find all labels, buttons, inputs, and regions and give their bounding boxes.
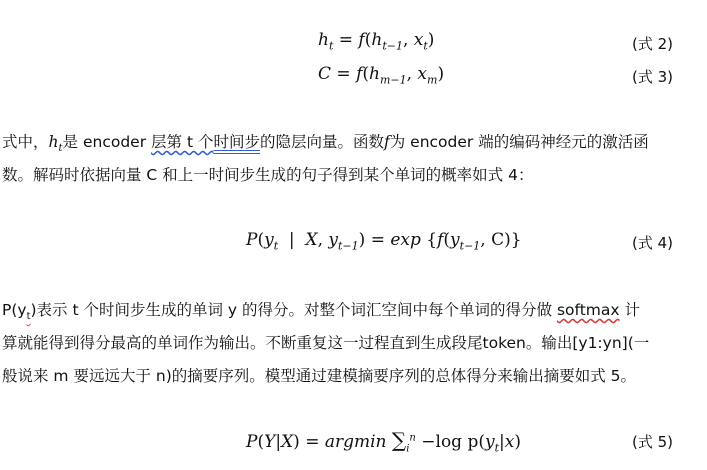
text: 是 encoder (62, 133, 147, 151)
text-sub: t (26, 311, 31, 323)
math-f: f (383, 133, 390, 151)
text-wavy: 层第 t 个 (151, 133, 214, 151)
text: 式中， (2, 133, 49, 151)
paragraph-2-line-2: 算就能得到得分最高的单词作为输出。不断重复这一过程直到生成段尾token。输出[y1:yn](一 (2, 334, 650, 352)
equation-2: $h_t = f(h_{t-1}$, $x_t$) (318, 30, 435, 53)
paragraph-1-line-2: 数。解码时依据向量 C 和上一时间步生成的句子得到某个单词的概率如式 4： (2, 166, 534, 184)
equation-5: P(Y|X) = argmin $\sum_i^n -\log$ $p(y_t|x)$ (246, 428, 521, 455)
equation-4-number: (式 4) (631, 234, 673, 252)
text: 时间步生成的单词 y 的得分。对整个词汇空间中每个单词的得分做 (98, 301, 553, 319)
text: P(y (2, 301, 27, 319)
text: )表示 t 个 (30, 301, 99, 319)
paragraph-2-line-3: 般说来 m 要远远大于 n)的摘要序列。模型通过建模摘要序列的总体得分来输出摘要如式 5。 (2, 367, 637, 385)
equation-4: $P(y_t$ | X, $y_{t-1}) = \exp \{f(y_{t-1}$, C)} (246, 230, 522, 253)
math-h-t: $h_t$ (48, 133, 63, 155)
text-red-wavy: softmax (556, 301, 620, 319)
equation-5-number: (式 5) (631, 433, 673, 451)
text: 为 encoder 端的编码神经元的激活函 (389, 133, 649, 151)
equation-2-number: (式 2) (631, 35, 673, 53)
text: 的隐层向量。函数 (259, 133, 384, 151)
text-double-underline: 时间步 (213, 133, 260, 151)
text: 计 (624, 301, 640, 319)
equation-3-number: (式 3) (631, 68, 673, 86)
equation-3: $C = f(h_{m-1}$, $x_m$) (318, 64, 445, 87)
